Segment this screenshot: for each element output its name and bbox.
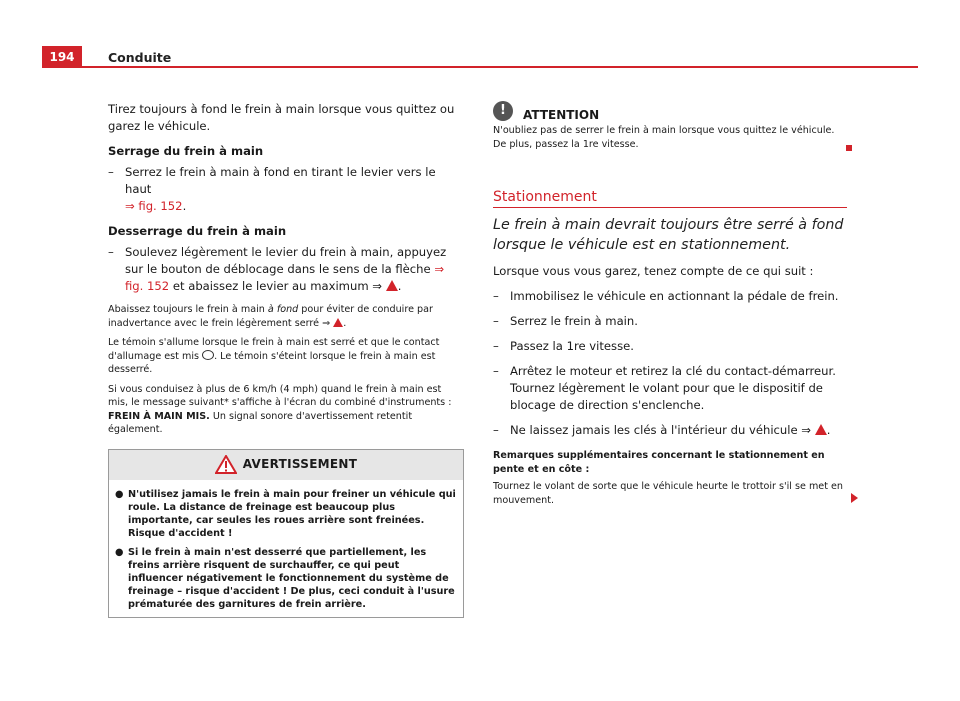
note-emphasis: à fond	[267, 304, 299, 315]
header-rule	[42, 66, 918, 68]
dash-marker: –	[493, 339, 499, 353]
note-message	[108, 383, 464, 437]
section-rule	[493, 207, 847, 208]
remarks	[493, 449, 849, 507]
dash-marker: –	[493, 314, 499, 328]
warning-item-text: N'utilisez jamais le frein à main pour freiner un véhicule qui roule. La distance de freinage est beaucoup plus importante, car seules les roues arrière sont freinées. Risque d'accident !	[128, 488, 456, 539]
note-text: . Le témoin s'éteint lorsque le frein à main est desserré.	[108, 350, 436, 375]
serrage-text: Serrez le frein à main à fond en tirant le levier vers le haut	[125, 165, 436, 196]
period: .	[343, 317, 347, 329]
parking-step-text: Passez la 1re vitesse.	[510, 339, 634, 353]
dash-marker: –	[493, 364, 499, 378]
bullet-marker: ●	[115, 546, 124, 558]
parking-step	[493, 363, 849, 414]
fig-152-link[interactable]: ⇒ fig. 152	[125, 262, 445, 293]
warning-item	[115, 546, 457, 611]
warning-box	[108, 449, 464, 618]
right-column	[493, 263, 849, 515]
section-heading: Stationnement	[493, 189, 597, 205]
parking-step-keys	[493, 422, 849, 439]
remarks-heading: Remarques supplémentaires concernant le stationnement en pente et en côte :	[493, 450, 825, 475]
warning-triangle-icon	[215, 455, 237, 474]
serrage-heading: Serrage du frein à main	[108, 144, 264, 158]
attention-title: ATTENTION	[523, 108, 600, 122]
warning-triangle-icon[interactable]	[333, 318, 343, 327]
parking-step-text: Ne laissez jamais les clés à l'intérieur du véhicule ⇒	[510, 423, 815, 437]
dash-marker: –	[493, 423, 499, 437]
warning-item	[115, 488, 457, 540]
desserrage-step	[108, 244, 464, 295]
dash-marker: –	[493, 289, 499, 303]
fig-152-link[interactable]: ⇒ fig. 152	[125, 199, 183, 213]
note-temoin	[108, 336, 464, 377]
attention-text: N'oubliez pas de serrer le frein à main lorsque vous quittez le véhicule. De plus, passez la 1re vitesse.	[493, 125, 835, 150]
end-marker	[846, 145, 852, 151]
display-message: FREIN À MAIN MIS.	[108, 410, 210, 422]
parking-step	[493, 338, 849, 355]
brake-warning-light-icon	[202, 350, 214, 360]
note-abaissez	[108, 303, 464, 330]
note-text: Abaissez toujours le frein à main	[108, 304, 268, 315]
period: .	[826, 423, 831, 437]
page-number: 194	[42, 46, 82, 68]
left-column	[108, 101, 464, 618]
warning-triangle-icon[interactable]	[815, 424, 827, 435]
parking-step-text: Immobilisez le véhicule en actionnant la pédale de frein.	[510, 289, 839, 303]
period: .	[397, 279, 402, 293]
bullet-marker: ●	[115, 488, 124, 500]
serrage-step	[108, 164, 464, 215]
note-text: Un signal sonore d'avertissement retentit également.	[108, 410, 413, 435]
note-text: pour éviter de conduire par inadvertance avec le frein légèrement serré ⇒	[108, 304, 433, 329]
lead-paragraph: Lorsque vous vous garez, tenez compte de ce qui suit :	[493, 264, 814, 278]
parking-step-text: Arrêtez le moteur et retirez la clé du contact-démarreur. Tournez légèrement le volant pour que le dispositif de blocage de direction s'enclenche.	[510, 364, 836, 412]
warning-title: AVERTISSEMENT	[242, 457, 358, 471]
dash-marker: –	[108, 165, 114, 179]
desserrage-text-a: Soulevez légèrement le levier du frein à main, appuyez sur le bouton de déblocage dans le sens de la flèche	[125, 245, 447, 276]
note-text: Si vous conduisez à plus de 6 km/h (4 mph) quand le frein à main est mis, le message suivant* s'affiche à l'écran du combiné d'instruments :	[108, 383, 452, 408]
intro-paragraph: Tirez toujours à fond le frein à main lorsque vous quittez ou garez le véhicule.	[108, 102, 455, 133]
warning-header	[109, 450, 463, 480]
notes	[108, 303, 464, 437]
remarks-text: Tournez le volant de sorte que le véhicule heurte le trottoir s'il se met en mouvement.	[493, 481, 843, 506]
warning-item-text: Si le frein à main n'est desserré que partiellement, les freins arrière risquent de surchauffer, ce qui peut influencer négativement le fonctionnement du système de freinage – risque d'accident ! De plus, ceci conduit à l'usure prématurée des garnitures de frein arrière.	[128, 546, 455, 610]
parking-step-text: Serrez le frein à main.	[510, 314, 638, 328]
warning-body	[109, 480, 463, 617]
dash-marker: –	[108, 245, 114, 259]
note-text: Le témoin s'allume lorsque le frein à main est serré et que le contact d'allumage est mis	[108, 337, 440, 362]
continue-arrow-icon	[851, 493, 858, 503]
desserrage-heading: Desserrage du frein à main	[108, 224, 287, 238]
warning-triangle-icon[interactable]	[386, 280, 398, 291]
section-intro: Le frein à main devrait toujours être serré à fond lorsque le véhicule est en stationnement.	[493, 217, 844, 253]
parking-step	[493, 313, 849, 330]
parking-step	[493, 288, 849, 305]
chapter-title: Conduite	[108, 50, 172, 65]
attention-header	[493, 100, 599, 122]
desserrage-text-b: et abaissez le levier au maximum ⇒	[169, 279, 386, 293]
period: .	[182, 199, 187, 213]
exclamation-icon: !	[493, 101, 513, 121]
